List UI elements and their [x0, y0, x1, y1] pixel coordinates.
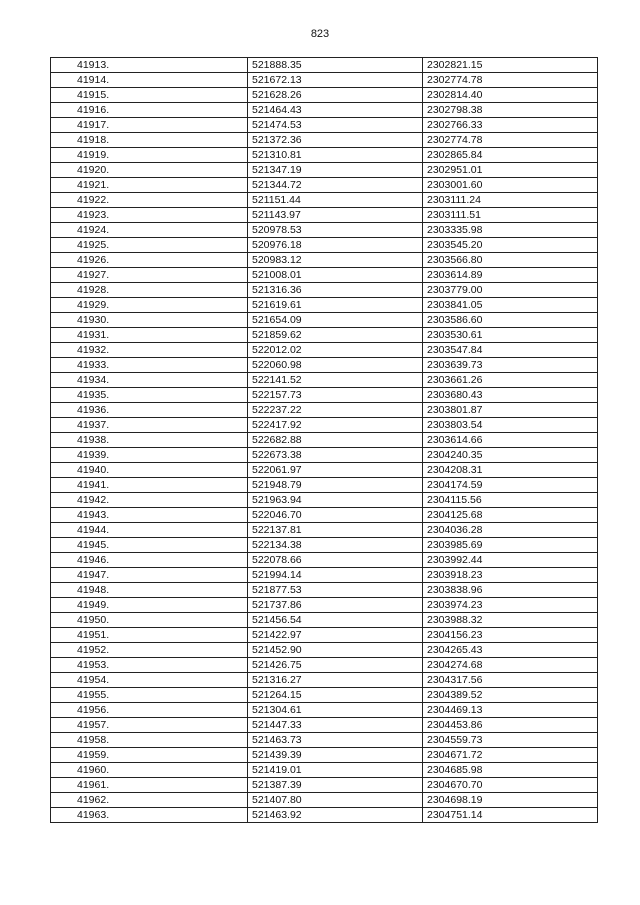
y-coordinate-cell: 2304389.52 — [423, 688, 598, 703]
x-coordinate-cell: 520976.18 — [248, 238, 423, 253]
y-coordinate-cell: 2302865.84 — [423, 148, 598, 163]
table-row — [51, 118, 598, 133]
x-coordinate-cell: 521407.80 — [248, 793, 423, 808]
x-coordinate-cell: 521948.79 — [248, 478, 423, 493]
y-coordinate-cell: 2302774.78 — [423, 133, 598, 148]
table-row — [51, 238, 598, 253]
point-number-cell: 41919. — [51, 148, 248, 163]
y-coordinate-cell: 2304125.68 — [423, 508, 598, 523]
point-number-cell: 41941. — [51, 478, 248, 493]
y-coordinate-cell: 2302951.01 — [423, 163, 598, 178]
point-number-cell: 41934. — [51, 373, 248, 388]
table-row — [51, 403, 598, 418]
x-coordinate-cell: 521008.01 — [248, 268, 423, 283]
x-coordinate-cell: 521372.36 — [248, 133, 423, 148]
point-number-cell: 41916. — [51, 103, 248, 118]
point-number-cell: 41938. — [51, 433, 248, 448]
point-number-cell: 41922. — [51, 193, 248, 208]
x-coordinate-cell: 521877.53 — [248, 583, 423, 598]
point-number-cell: 41960. — [51, 763, 248, 778]
table-row — [51, 283, 598, 298]
table-row — [51, 193, 598, 208]
table-row — [51, 508, 598, 523]
x-coordinate-cell: 521456.54 — [248, 613, 423, 628]
point-number-cell: 41955. — [51, 688, 248, 703]
point-number-cell: 41933. — [51, 358, 248, 373]
point-number-cell: 41914. — [51, 73, 248, 88]
x-coordinate-cell: 522137.81 — [248, 523, 423, 538]
x-coordinate-cell: 522046.70 — [248, 508, 423, 523]
x-coordinate-cell: 521151.44 — [248, 193, 423, 208]
y-coordinate-cell: 2303530.61 — [423, 328, 598, 343]
point-number-cell: 41929. — [51, 298, 248, 313]
x-coordinate-cell: 522061.97 — [248, 463, 423, 478]
table-row — [51, 268, 598, 283]
point-number-cell: 41920. — [51, 163, 248, 178]
point-number-cell: 41949. — [51, 598, 248, 613]
point-number-cell: 41947. — [51, 568, 248, 583]
y-coordinate-cell: 2304036.28 — [423, 523, 598, 538]
y-coordinate-cell: 2303779.00 — [423, 283, 598, 298]
y-coordinate-cell: 2304274.68 — [423, 658, 598, 673]
y-coordinate-cell: 2304671.72 — [423, 748, 598, 763]
x-coordinate-cell: 522141.52 — [248, 373, 423, 388]
table-row — [51, 133, 598, 148]
y-coordinate-cell: 2304751.14 — [423, 808, 598, 823]
x-coordinate-cell: 521310.81 — [248, 148, 423, 163]
y-coordinate-cell: 2304469.13 — [423, 703, 598, 718]
x-coordinate-cell: 521419.01 — [248, 763, 423, 778]
y-coordinate-cell: 2303547.84 — [423, 343, 598, 358]
table-row — [51, 733, 598, 748]
point-number-cell: 41936. — [51, 403, 248, 418]
point-number-cell: 41954. — [51, 673, 248, 688]
x-coordinate-cell: 521463.92 — [248, 808, 423, 823]
point-number-cell: 41921. — [51, 178, 248, 193]
y-coordinate-cell: 2303639.73 — [423, 358, 598, 373]
x-coordinate-cell: 521426.75 — [248, 658, 423, 673]
point-number-cell: 41961. — [51, 778, 248, 793]
table-row — [51, 253, 598, 268]
table-row — [51, 478, 598, 493]
point-number-cell: 41923. — [51, 208, 248, 223]
table-row — [51, 523, 598, 538]
x-coordinate-cell: 521654.09 — [248, 313, 423, 328]
point-number-cell: 41927. — [51, 268, 248, 283]
point-number-cell: 41930. — [51, 313, 248, 328]
point-number-cell: 41945. — [51, 538, 248, 553]
table-row — [51, 793, 598, 808]
table-row — [51, 718, 598, 733]
y-coordinate-cell: 2304115.56 — [423, 493, 598, 508]
table-row — [51, 298, 598, 313]
y-coordinate-cell: 2304670.70 — [423, 778, 598, 793]
y-coordinate-cell: 2303988.32 — [423, 613, 598, 628]
y-coordinate-cell: 2303918.23 — [423, 568, 598, 583]
table-row — [51, 58, 598, 73]
point-number-cell: 41917. — [51, 118, 248, 133]
table-row — [51, 448, 598, 463]
y-coordinate-cell: 2304174.59 — [423, 478, 598, 493]
x-coordinate-cell: 521474.53 — [248, 118, 423, 133]
x-coordinate-cell: 521344.72 — [248, 178, 423, 193]
x-coordinate-cell: 521387.39 — [248, 778, 423, 793]
y-coordinate-cell: 2303974.23 — [423, 598, 598, 613]
y-coordinate-cell: 2302766.33 — [423, 118, 598, 133]
x-coordinate-cell: 521963.94 — [248, 493, 423, 508]
y-coordinate-cell: 2302821.15 — [423, 58, 598, 73]
table-row — [51, 703, 598, 718]
y-coordinate-cell: 2303661.26 — [423, 373, 598, 388]
table-row — [51, 748, 598, 763]
y-coordinate-cell: 2303335.98 — [423, 223, 598, 238]
y-coordinate-cell: 2303566.80 — [423, 253, 598, 268]
table-row — [51, 373, 598, 388]
y-coordinate-cell: 2303001.60 — [423, 178, 598, 193]
table-row — [51, 628, 598, 643]
point-number-cell: 41944. — [51, 523, 248, 538]
x-coordinate-cell: 521994.14 — [248, 568, 423, 583]
x-coordinate-cell: 521859.62 — [248, 328, 423, 343]
x-coordinate-cell: 521347.19 — [248, 163, 423, 178]
x-coordinate-cell: 521452.90 — [248, 643, 423, 658]
point-number-cell: 41953. — [51, 658, 248, 673]
y-coordinate-cell: 2302798.38 — [423, 103, 598, 118]
y-coordinate-cell: 2303803.54 — [423, 418, 598, 433]
point-number-cell: 41958. — [51, 733, 248, 748]
table-row — [51, 613, 598, 628]
page-number: 823 — [310, 28, 330, 40]
coordinates-table — [50, 57, 598, 823]
point-number-cell: 41913. — [51, 58, 248, 73]
point-number-cell: 41959. — [51, 748, 248, 763]
point-number-cell: 41937. — [51, 418, 248, 433]
point-number-cell: 41942. — [51, 493, 248, 508]
x-coordinate-cell: 521264.15 — [248, 688, 423, 703]
point-number-cell: 41952. — [51, 643, 248, 658]
x-coordinate-cell: 521439.39 — [248, 748, 423, 763]
table-row — [51, 673, 598, 688]
point-number-cell: 41932. — [51, 343, 248, 358]
y-coordinate-cell: 2303992.44 — [423, 553, 598, 568]
table-row — [51, 73, 598, 88]
table-row — [51, 553, 598, 568]
x-coordinate-cell: 521316.27 — [248, 673, 423, 688]
point-number-cell: 41956. — [51, 703, 248, 718]
point-number-cell: 41957. — [51, 718, 248, 733]
table-row — [51, 388, 598, 403]
x-coordinate-cell: 522237.22 — [248, 403, 423, 418]
x-coordinate-cell: 521422.97 — [248, 628, 423, 643]
table-row — [51, 223, 598, 238]
point-number-cell: 41939. — [51, 448, 248, 463]
point-number-cell: 41950. — [51, 613, 248, 628]
table-row — [51, 328, 598, 343]
x-coordinate-cell: 522134.38 — [248, 538, 423, 553]
point-number-cell: 41935. — [51, 388, 248, 403]
table-row — [51, 433, 598, 448]
x-coordinate-cell: 521619.61 — [248, 298, 423, 313]
point-number-cell: 41943. — [51, 508, 248, 523]
y-coordinate-cell: 2303838.96 — [423, 583, 598, 598]
table-row — [51, 538, 598, 553]
x-coordinate-cell: 521316.36 — [248, 283, 423, 298]
point-number-cell: 41928. — [51, 283, 248, 298]
point-number-cell: 41963. — [51, 808, 248, 823]
x-coordinate-cell: 522673.38 — [248, 448, 423, 463]
y-coordinate-cell: 2303614.89 — [423, 268, 598, 283]
table-row — [51, 148, 598, 163]
point-number-cell: 41915. — [51, 88, 248, 103]
y-coordinate-cell: 2304559.73 — [423, 733, 598, 748]
table-row — [51, 688, 598, 703]
table-row — [51, 103, 598, 118]
point-number-cell: 41962. — [51, 793, 248, 808]
table-row — [51, 808, 598, 823]
x-coordinate-cell: 522012.02 — [248, 343, 423, 358]
y-coordinate-cell: 2303801.87 — [423, 403, 598, 418]
y-coordinate-cell: 2303545.20 — [423, 238, 598, 253]
y-coordinate-cell: 2303841.05 — [423, 298, 598, 313]
y-coordinate-cell: 2303586.60 — [423, 313, 598, 328]
x-coordinate-cell: 520983.12 — [248, 253, 423, 268]
x-coordinate-cell: 521737.86 — [248, 598, 423, 613]
x-coordinate-cell: 522157.73 — [248, 388, 423, 403]
x-coordinate-cell: 521143.97 — [248, 208, 423, 223]
y-coordinate-cell: 2304453.86 — [423, 718, 598, 733]
x-coordinate-cell: 521888.35 — [248, 58, 423, 73]
y-coordinate-cell: 2302774.78 — [423, 73, 598, 88]
table-body — [51, 58, 598, 823]
point-number-cell: 41940. — [51, 463, 248, 478]
x-coordinate-cell: 521464.43 — [248, 103, 423, 118]
x-coordinate-cell: 520978.53 — [248, 223, 423, 238]
point-number-cell: 41918. — [51, 133, 248, 148]
table-row — [51, 778, 598, 793]
table-row — [51, 583, 598, 598]
x-coordinate-cell: 522417.92 — [248, 418, 423, 433]
y-coordinate-cell: 2304156.23 — [423, 628, 598, 643]
table-row — [51, 568, 598, 583]
table-row — [51, 763, 598, 778]
x-coordinate-cell: 521304.61 — [248, 703, 423, 718]
table-row — [51, 163, 598, 178]
x-coordinate-cell: 521447.33 — [248, 718, 423, 733]
x-coordinate-cell: 521463.73 — [248, 733, 423, 748]
table-row — [51, 358, 598, 373]
y-coordinate-cell: 2304265.43 — [423, 643, 598, 658]
table-row — [51, 493, 598, 508]
table-row — [51, 178, 598, 193]
x-coordinate-cell: 522060.98 — [248, 358, 423, 373]
table-row — [51, 463, 598, 478]
y-coordinate-cell: 2303985.69 — [423, 538, 598, 553]
table-row — [51, 643, 598, 658]
y-coordinate-cell: 2304240.35 — [423, 448, 598, 463]
point-number-cell: 41951. — [51, 628, 248, 643]
y-coordinate-cell: 2304208.31 — [423, 463, 598, 478]
y-coordinate-cell: 2304698.19 — [423, 793, 598, 808]
y-coordinate-cell: 2303680.43 — [423, 388, 598, 403]
y-coordinate-cell: 2303111.24 — [423, 193, 598, 208]
table-row — [51, 418, 598, 433]
table-row — [51, 598, 598, 613]
table-row — [51, 658, 598, 673]
x-coordinate-cell: 521672.13 — [248, 73, 423, 88]
table-row — [51, 313, 598, 328]
point-number-cell: 41931. — [51, 328, 248, 343]
x-coordinate-cell: 522078.66 — [248, 553, 423, 568]
point-number-cell: 41926. — [51, 253, 248, 268]
point-number-cell: 41946. — [51, 553, 248, 568]
table-row — [51, 343, 598, 358]
x-coordinate-cell: 521628.26 — [248, 88, 423, 103]
point-number-cell: 41925. — [51, 238, 248, 253]
point-number-cell: 41948. — [51, 583, 248, 598]
table-row — [51, 88, 598, 103]
point-number-cell: 41924. — [51, 223, 248, 238]
table-row — [51, 208, 598, 223]
y-coordinate-cell: 2302814.40 — [423, 88, 598, 103]
y-coordinate-cell: 2303111.51 — [423, 208, 598, 223]
y-coordinate-cell: 2304685.98 — [423, 763, 598, 778]
y-coordinate-cell: 2304317.56 — [423, 673, 598, 688]
x-coordinate-cell: 522682.88 — [248, 433, 423, 448]
y-coordinate-cell: 2303614.66 — [423, 433, 598, 448]
